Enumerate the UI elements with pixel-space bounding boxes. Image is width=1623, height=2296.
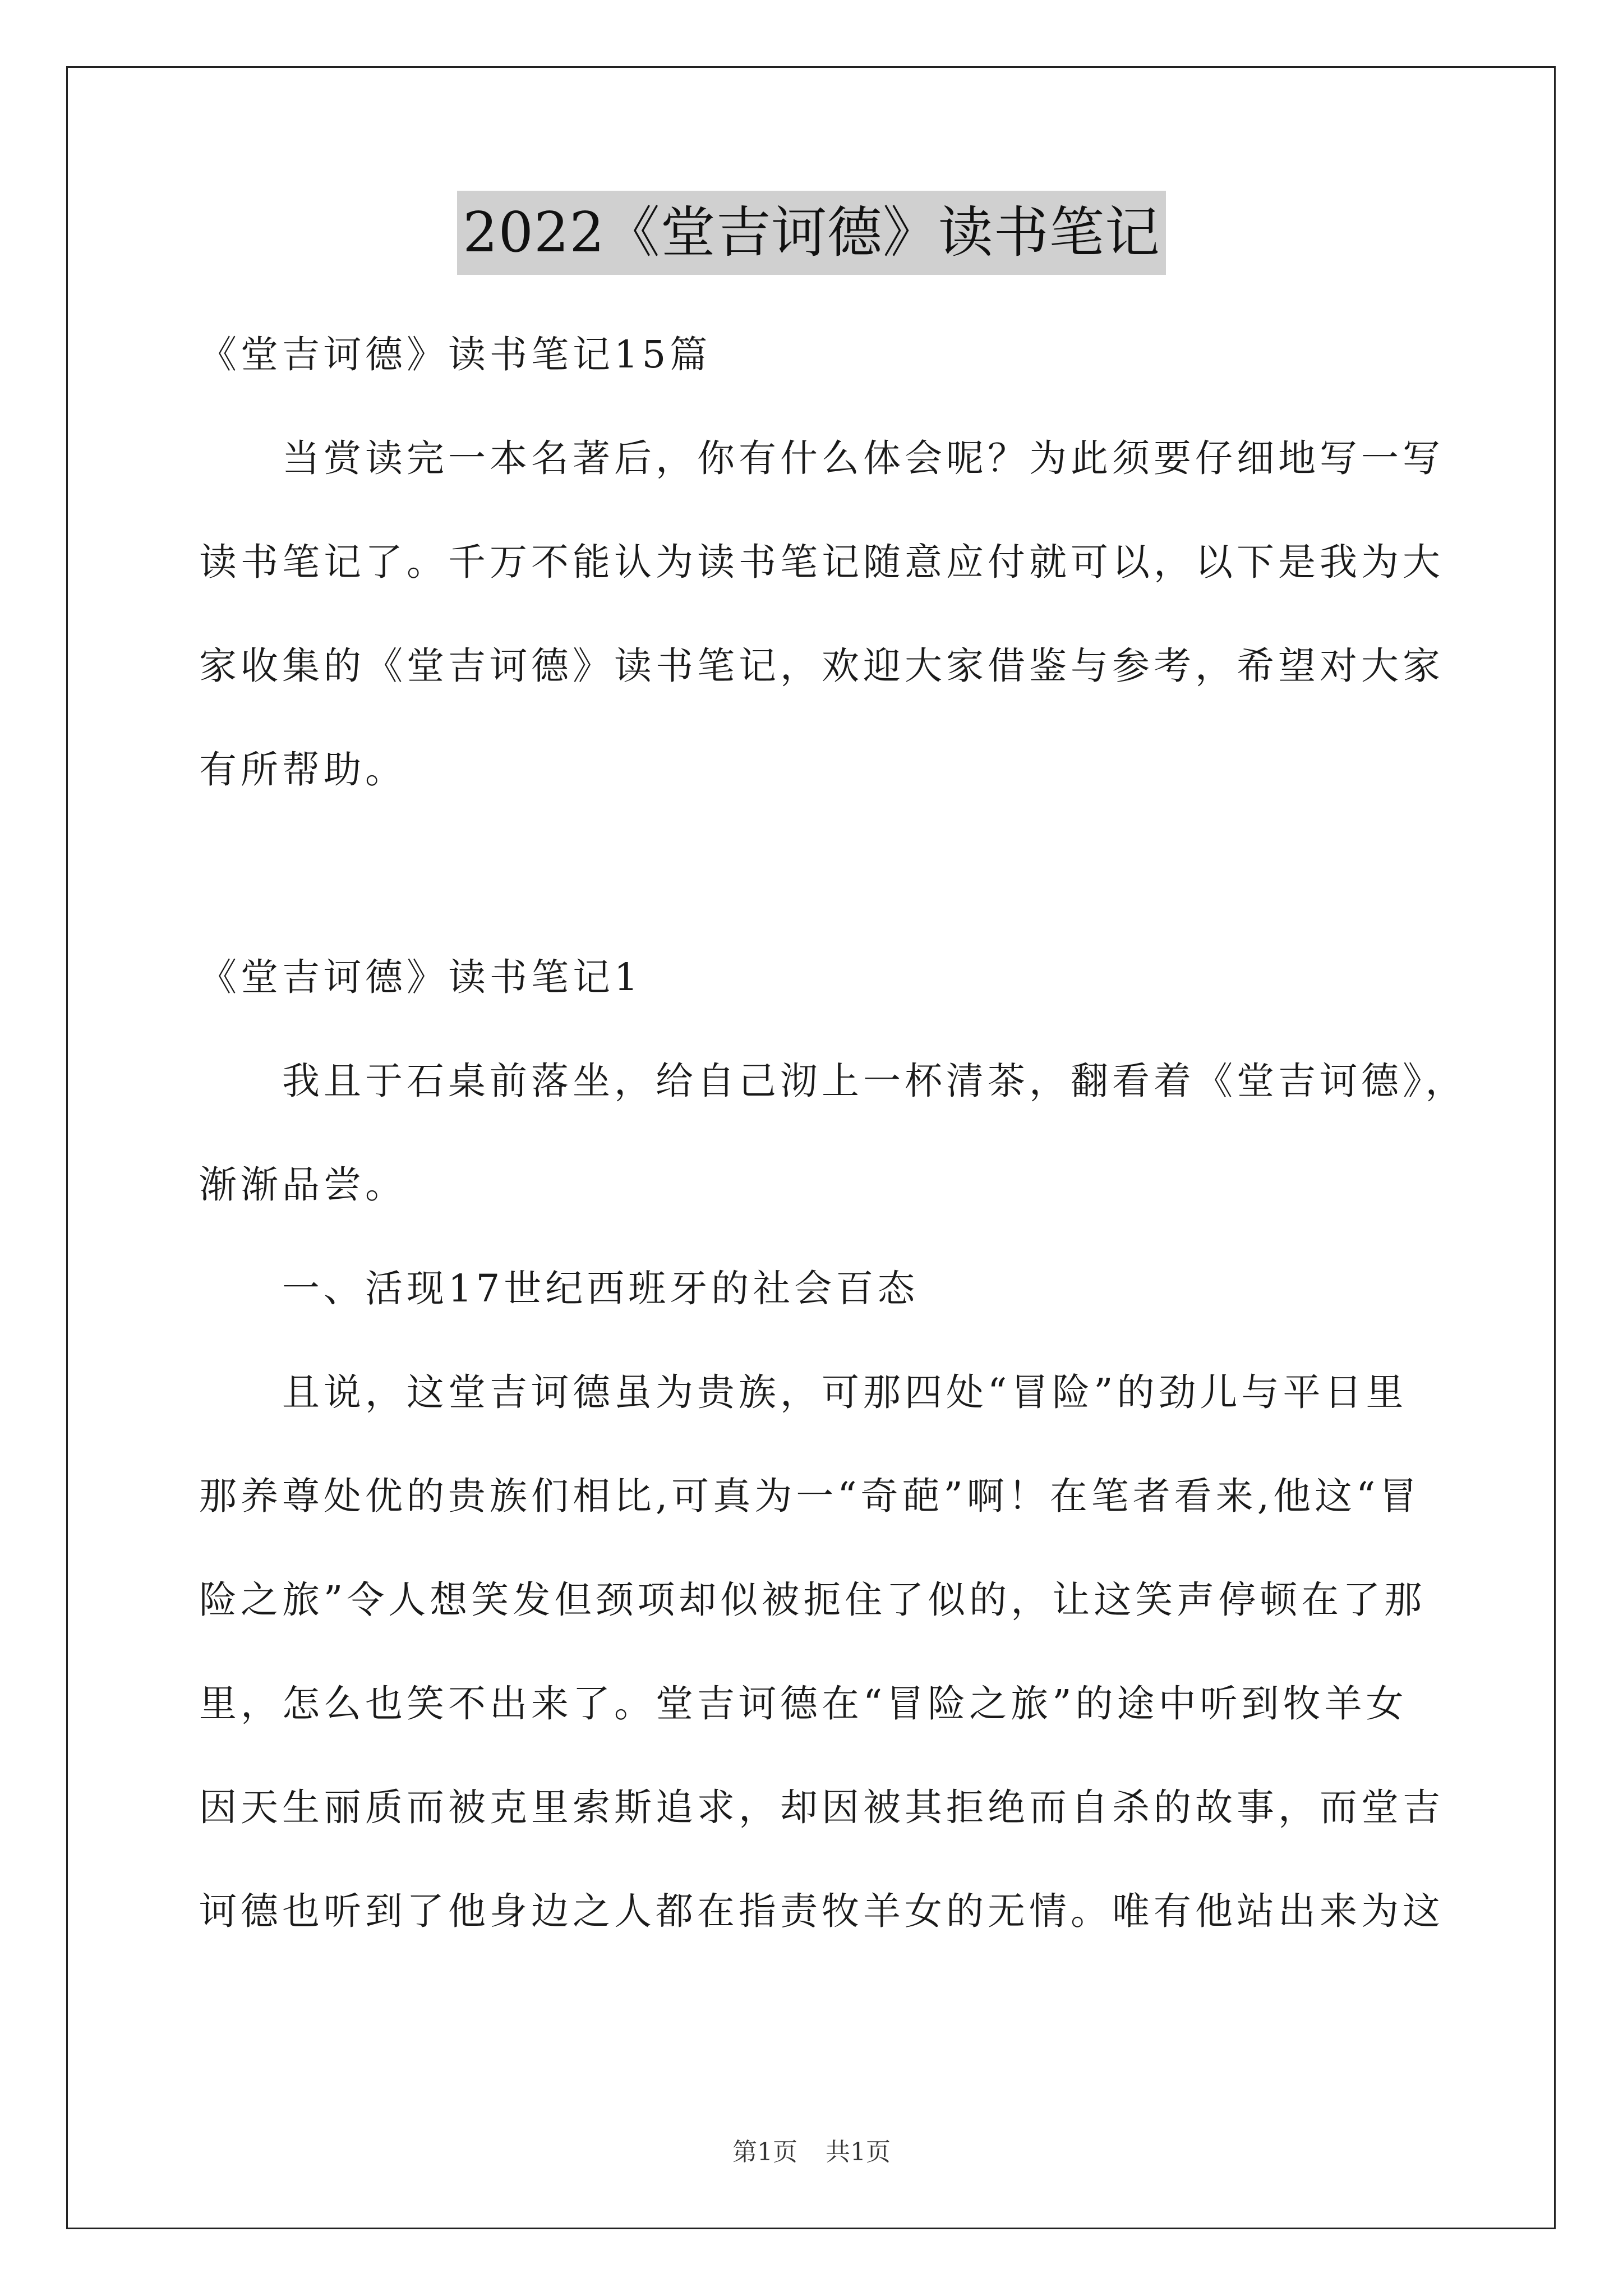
intro-line: 有所帮助。 (199, 748, 407, 792)
page-footer (0, 2132, 1623, 2168)
paragraph-line: 里，怎么也笑不出来了。堂吉诃德在“冒险之旅”的途中听到牧羊女 (199, 1682, 1408, 1726)
paragraph-line: 且说，这堂吉诃德虽为贵族，可那四处“冒险”的劲儿与平日里 (282, 1370, 1408, 1414)
document-title: 2022《堂吉诃德》读书笔记 (457, 191, 1165, 275)
paragraph-gap (199, 822, 1444, 926)
intro-line: 当赏读完一本名著后，你有什么体会呢？为此须要仔细地写一写 (282, 436, 1444, 480)
paragraph-line: 我且于石桌前落坐，给自己沏上一杯清茶，翻看着《堂吉诃德》， (282, 1059, 1467, 1103)
document-subtitle: 《堂吉诃德》读书笔记15篇 (199, 333, 712, 376)
section-heading: 一、活现17世纪西班牙的社会百态 (282, 1267, 919, 1310)
paragraph-line: 诃德也听到了他身边之人都在指责牧羊女的无情。唯有他站出来为这 (199, 1889, 1444, 1933)
paragraph-line: 渐渐品尝。 (199, 1163, 407, 1207)
page-total: 共1页 (826, 2138, 891, 2166)
page-number: 第1页 (732, 2138, 797, 2166)
intro-line: 读书笔记了。千万不能认为读书笔记随意应付就可以，以下是我为大 (199, 540, 1444, 584)
title-container (0, 191, 1623, 275)
paragraph-line: 险之旅”令人想笑发但颈项却似被扼住了似的，让这笑声停顿在了那 (199, 1578, 1426, 1622)
paragraph-line: 那养尊处优的贵族们相比,可真为一“奇葩”啊！在笔者看来,他这“冒 (199, 1474, 1421, 1518)
document-body (199, 303, 1467, 1963)
intro-line: 家收集的《堂吉诃德》读书笔记，欢迎大家借鉴与参考，希望对大家 (199, 644, 1444, 688)
section-title: 《堂吉诃德》读书笔记1 (199, 955, 642, 999)
paragraph-line: 因天生丽质而被克里索斯追求，却因被其拒绝而自杀的故事，而堂吉 (199, 1786, 1444, 1829)
